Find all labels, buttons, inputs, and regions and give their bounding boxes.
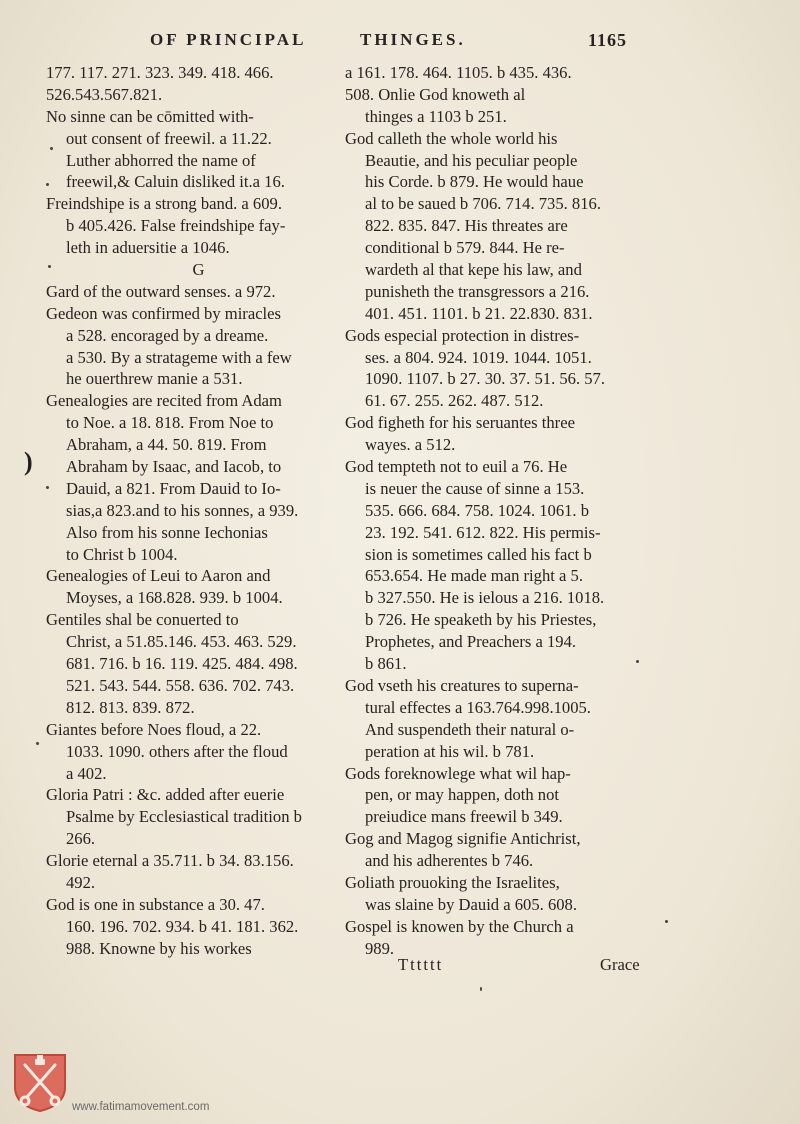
index-line: Abraham, a 44. 50. 819. From <box>66 435 267 455</box>
index-line: G <box>192 260 205 280</box>
index-line: he ouerthrew manie a 531. <box>66 369 243 389</box>
index-line: 1033. 1090. others after the floud <box>66 741 288 761</box>
index-line: Gods especial protection in distres- <box>345 325 580 345</box>
index-line: preiudice mans freewil b 349. <box>365 807 563 827</box>
index-line: Gentiles shal be conuerted to <box>46 610 239 630</box>
crossed-keys-logo-icon <box>13 1053 67 1113</box>
index-line: was slaine by Dauid a 605. 608. <box>365 894 577 914</box>
index-line: Gloria Patri : &c. added after euerie <box>46 785 285 805</box>
index-line: 492. <box>66 872 96 892</box>
ink-speck <box>36 742 39 745</box>
index-line: b 726. He speaketh by his Priestes, <box>365 610 597 630</box>
index-line: 526.543.567.821. <box>46 84 163 104</box>
index-line: God vseth his creatures to superna- <box>345 675 579 695</box>
index-line: b 327.550. He is ielous a 216. 1018. <box>365 588 605 608</box>
index-line: is neuer the cause of sinne a 153. <box>365 478 585 498</box>
ink-speck <box>48 265 51 268</box>
index-line: Gedeon was confirmed by miracles <box>46 303 281 323</box>
index-line: Luther abhorred the name of <box>66 150 256 170</box>
page-number: 1165 <box>588 30 628 50</box>
index-line: peration at his wil. b 781. <box>365 741 535 761</box>
index-line: 535. 666. 684. 758. 1024. 1061. b <box>365 500 590 520</box>
index-line: God is one in substance a 30. 47. <box>46 894 265 914</box>
index-line: ses. a 804. 924. 1019. 1044. 1051. <box>365 347 592 367</box>
index-line: 23. 192. 541. 612. 822. His permis- <box>365 522 601 542</box>
index-line: God calleth the whole world his <box>345 128 558 148</box>
index-line: Dauid, a 821. From Dauid to Io- <box>66 478 281 498</box>
index-line: sion is sometimes called his fact b <box>365 544 592 564</box>
index-line: b 861. <box>365 654 407 674</box>
catchword: Grace <box>600 955 640 974</box>
index-line: Christ, a 51.85.146. 453. 463. 529. <box>66 632 297 652</box>
index-line: Gods foreknowlege what wil hap- <box>345 763 571 783</box>
index-line: Gog and Magog signifie Antichrist, <box>345 829 581 849</box>
index-line: sias,a 823.and to his sonnes, a 939. <box>66 500 299 520</box>
index-line: Giantes before Noes floud, a 22. <box>46 719 262 739</box>
ink-speck <box>46 486 49 489</box>
index-line: Goliath prouoking the Israelites, <box>345 872 560 892</box>
index-line: 61. 67. 255. 262. 487. 512. <box>365 391 544 411</box>
index-line: Prophetes, and Preachers a 194. <box>365 632 577 652</box>
index-line: Genealogies of Leui to Aaron and <box>46 566 271 586</box>
index-line: a 402. <box>66 763 107 783</box>
index-line: a 528. encoraged by a dreame. <box>66 325 269 345</box>
index-line: thinges a 1103 b 251. <box>365 106 507 126</box>
index-line: Moyses, a 168.828. 939. b 1004. <box>66 588 283 608</box>
left-column <box>46 62 351 960</box>
index-line: No sinne can be cōmitted with- <box>46 106 254 126</box>
index-line: 508. Onlie God knoweth al <box>345 84 526 104</box>
index-line: out consent of freewil. a 11.22. <box>66 128 272 148</box>
index-line: al to be saued b 706. 714. 735. 816. <box>365 194 601 214</box>
index-line: wardeth al that kepe his law, and <box>365 260 582 280</box>
index-line: to Noe. a 18. 818. From Noe to <box>66 413 274 433</box>
index-line: 989. <box>365 938 395 958</box>
index-line: 401. 451. 1101. b 21. 22.830. 831. <box>365 303 593 323</box>
index-line: leth in aduersitie a 1046. <box>66 238 230 258</box>
index-line: Freindshipe is a strong band. a 609. <box>46 194 282 214</box>
index-line: God figheth for his seruantes three <box>345 413 575 433</box>
index-line: wayes. a 512. <box>365 435 456 455</box>
ink-speck <box>636 660 639 663</box>
index-line: Genealogies are recited from Adam <box>46 391 282 411</box>
index-line: 681. 716. b 16. 119. 425. 484. 498. <box>66 654 298 674</box>
index-line: 266. <box>66 829 96 849</box>
header-left: OF PRINCIPAL <box>150 30 307 49</box>
signature-mark: Tttttt <box>398 955 444 974</box>
index-line: God tempteth not to euil a 76. He <box>345 457 568 477</box>
index-line: pen, or may happen, doth not <box>365 785 560 805</box>
index-line: and his adherentes b 746. <box>365 851 534 871</box>
header-right: THINGES. <box>360 30 466 49</box>
index-line: freewil,& Caluin disliked it.a 16. <box>66 172 285 192</box>
index-line: tural effectes a 163.764.998.1005. <box>365 697 591 717</box>
index-line: And suspendeth their natural o- <box>365 719 575 739</box>
index-line: Gard of the outward senses. a 972. <box>46 281 276 301</box>
index-line: Also from his sonne Iechonias <box>66 522 268 542</box>
index-line: 822. 835. 847. His threates are <box>365 216 568 236</box>
index-line: Psalme by Ecclesiastical tradition b <box>66 807 302 827</box>
index-line: Abraham by Isaac, and Iacob, to <box>66 457 282 477</box>
ink-speck <box>665 920 668 923</box>
index-line: to Christ b 1004. <box>66 544 178 564</box>
index-line: 1090. 1107. b 27. 30. 37. 51. 56. 57. <box>365 369 605 389</box>
index-line: 160. 196. 702. 934. b 41. 181. 362. <box>66 916 299 936</box>
index-line: Glorie eternal a 35.711. b 34. 83.156. <box>46 851 294 871</box>
index-line: a 161. 178. 464. 1105. b 435. 436. <box>345 63 572 82</box>
ink-speck <box>46 183 49 186</box>
index-line: 812. 813. 839. 872. <box>66 697 195 717</box>
index-line: conditional b 579. 844. He re- <box>365 238 565 258</box>
index-line: 177. 117. 271. 323. 349. 418. 466. <box>46 63 274 82</box>
right-column <box>345 62 661 960</box>
index-line: b 405.426. False freindshipe fay- <box>66 216 286 236</box>
index-line: a 530. By a stratageme with a few <box>66 347 292 367</box>
ink-speck <box>50 147 53 150</box>
footer-url: www.fatimamovement.com <box>72 1101 210 1113</box>
index-line: Beautie, and his peculiar people <box>365 150 578 170</box>
ink-speck <box>480 987 482 991</box>
index-line: 653.654. He made man right a 5. <box>365 566 583 586</box>
index-line: punisheth the transgressors a 216. <box>365 281 590 301</box>
index-line: Gospel is knowen by the Church a <box>345 916 574 936</box>
index-line: 521. 543. 544. 558. 636. 702. 743. <box>66 675 295 695</box>
margin-bracket: ) <box>24 447 33 476</box>
index-line: 988. Knowne by his workes <box>66 938 252 958</box>
index-line: his Corde. b 879. He would haue <box>365 172 584 192</box>
